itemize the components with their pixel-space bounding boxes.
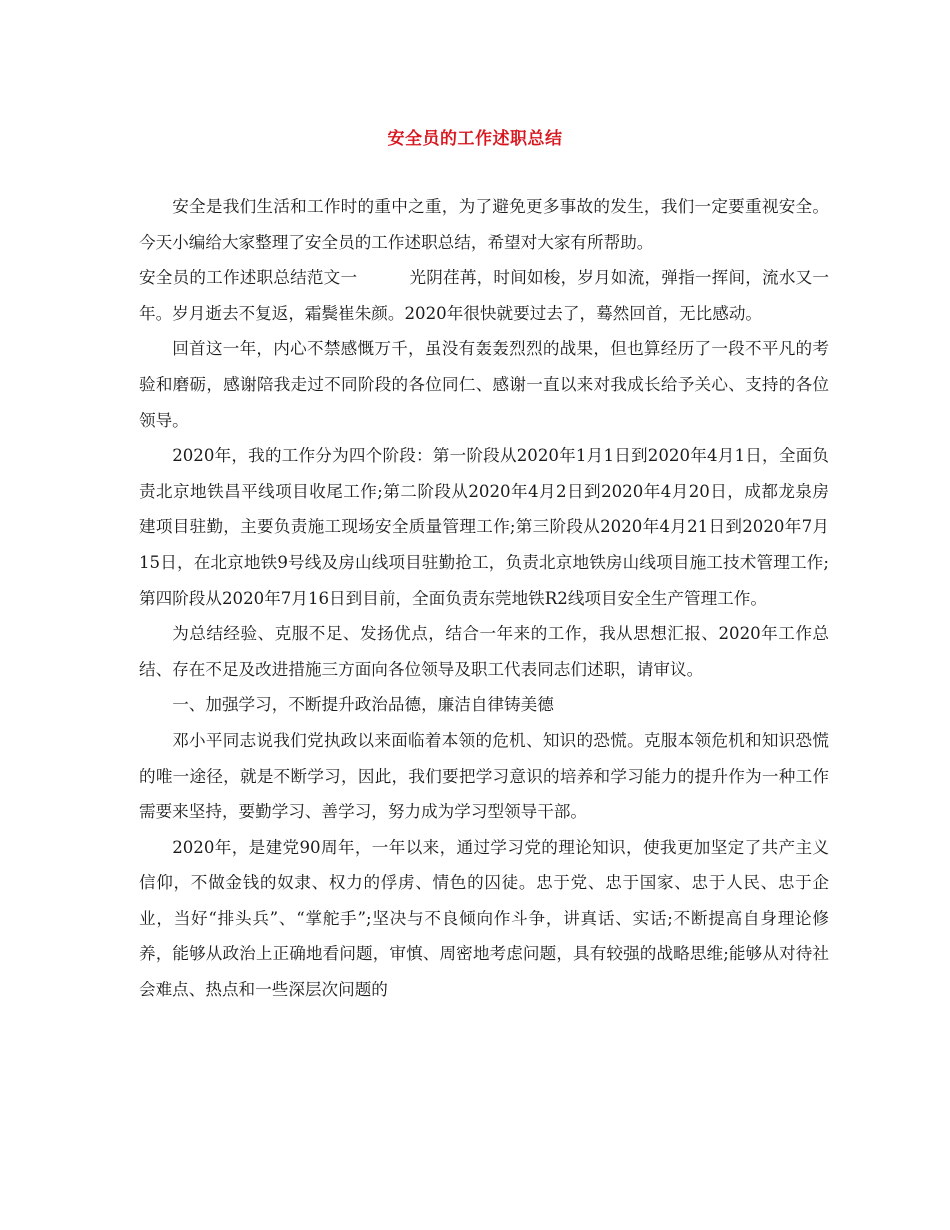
paragraph-party-anniversary: 2020年，是建党90周年，一年以来，通过学习党的理论知识，使我更加坚定了共产主义信仰，不做金钱的奴隶、权力的俘虏、情色的囚徒。忠于党、忠于国家、忠于人民、忠于企业，当好“排头兵”、“掌舵手”;坚决与不良倾向作斗争，讲真话、实话;不断提高自身理论修养，能够从政治上正确地看问题，审慎、周密地考虑问题，具有较强的战略思维;能够从对待社会难点、热点和一些深层次问题的 <box>139 837 829 1000</box>
paragraph-intro: 安全是我们生活和工作时的重中之重，为了避免更多事故的发生，我们一定要重视安全。今天小编给大家整理了安全员的工作述职总结，希望对大家有所帮助。 <box>139 197 829 252</box>
paragraph-sample-heading-line <box>139 260 829 331</box>
document-body <box>139 189 829 1008</box>
document-title: 安全员的工作述职总结 <box>387 129 563 149</box>
paragraph-summary-purpose: 为总结经验、克服不足、发扬优点，结合一年来的工作，我从思想汇报、2020年工作总结、存在不足及改进措施三方面向各位领导及职工代表同志们述职，请审议。 <box>139 624 829 679</box>
paragraph-four-stages: 2020年，我的工作分为四个阶段：第一阶段从2020年1月1日到2020年4月1日，全面负责北京地铁昌平线项目收尾工作;第二阶段从2020年4月2日到2020年4月20日，成都龙泉房建项目驻勤，主要负责施工现场安全质量管理工作;第三阶段从2020年4月21日到2020年7月15日，在北京地铁9号线及房山线项目驻勤抢工，负责北京地铁房山线项目施工技术管理工作;第四阶段从2020年7月16日到目前，全面负责东莞地铁R2线项目安全生产管理工作。 <box>139 446 829 608</box>
paragraph-look-back: 回首这一年，内心不禁感慨万千，虽没有轰轰烈烈的战果，但也算经历了一段不平凡的考验和磨砺，感谢陪我走过不同阶段的各位同仁、感谢一直以来对我成长给予关心、支持的各位领导。 <box>139 339 829 430</box>
paragraph-time-flies: 光阴荏苒，时间如梭，岁月如流，弹指一挥间，流水又一年。岁月逝去不复返，霜鬓崔朱颜。2020年很快就要过去了，蓦然回首，无比感动。 <box>139 268 830 323</box>
section-heading-1: 一、加强学习，不断提升政治品德，廉洁自律铸美德 <box>172 695 554 715</box>
paragraph-study: 邓小平同志说我们党执政以来面临着本领的危机、知识的恐慌。克服本领危机和知识恐慌的唯一途径，就是不断学习，因此，我们要把学习意识的培养和学习能力的提升作为一种工作需要来坚持，要勤学习、善学习，努力成为学习型领导干部。 <box>139 730 829 822</box>
sample-heading: 安全员的工作述职总结范文一 <box>139 268 358 288</box>
